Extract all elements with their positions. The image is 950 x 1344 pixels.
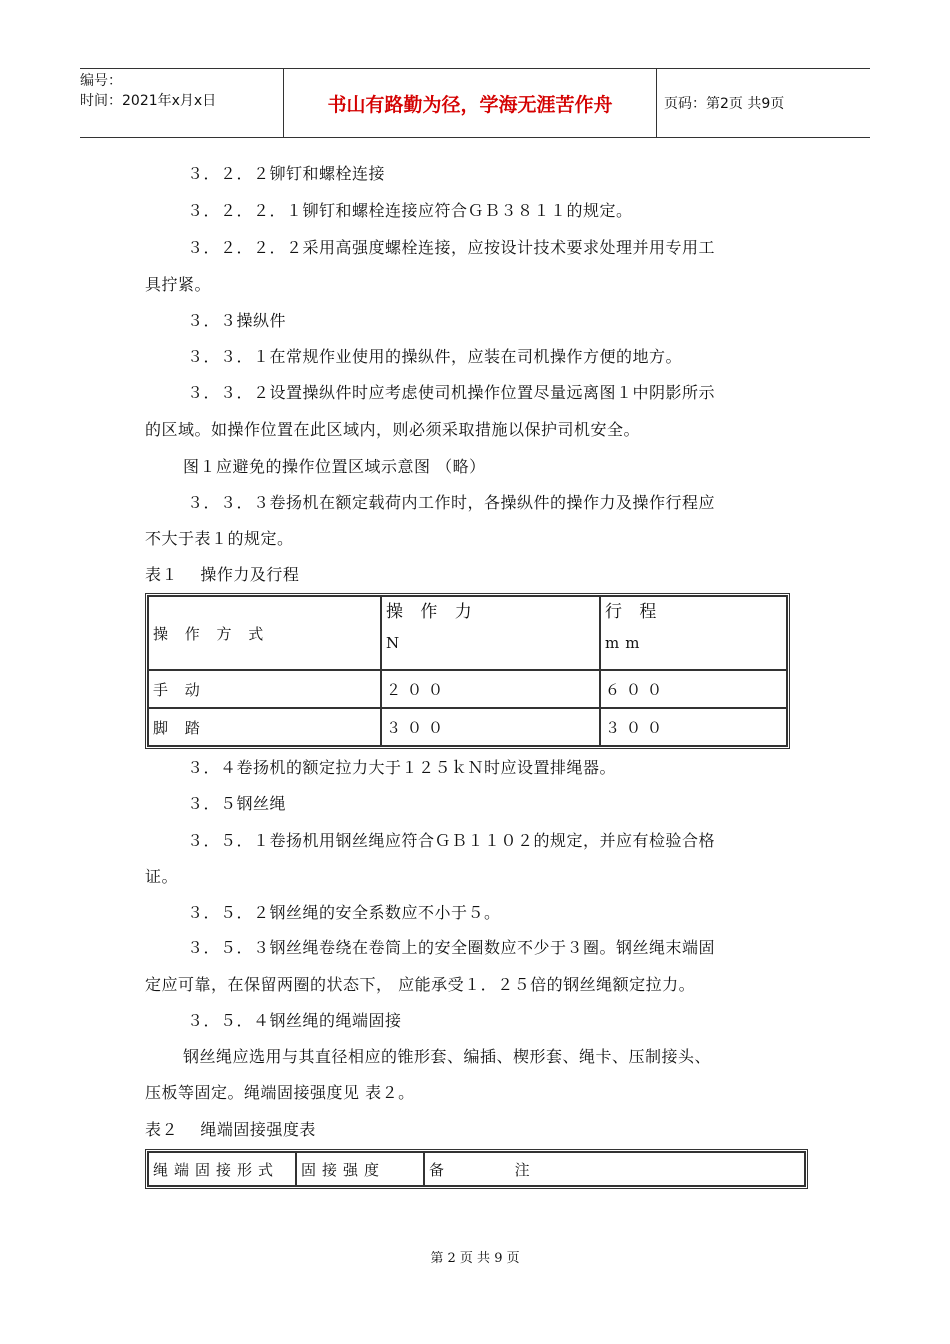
para-3-5-3-cont: 定应可靠，在保留两圈的状态下， 应能承受１．２５倍的钢丝绳额定拉力。 bbox=[145, 975, 696, 994]
table-rope-end-strength bbox=[145, 1149, 808, 1189]
para-3-3: ３．３操纵件 bbox=[187, 311, 287, 330]
t2-header-remark: 备 注 bbox=[424, 1152, 805, 1186]
para-3-5-1: ３．５．１卷扬机用钢丝绳应符合ＧＢ１１０２的规定，并应有检验合格 bbox=[187, 831, 716, 850]
t1-cell-stroke: ３００ bbox=[600, 708, 787, 746]
para-3-3-3: ３．３．３卷扬机在额定载荷内工作时，各操纵件的操作力及操作行程应 bbox=[187, 493, 716, 512]
para-3-5-1-cont: 证。 bbox=[145, 867, 179, 886]
time-label: 时间：2021年x月x日 bbox=[80, 93, 217, 109]
table2-caption: 表２ 绳端固接强度表 bbox=[145, 1120, 316, 1139]
para-rope-fixing: 钢丝绳应选用与其直径相应的锥形套、编插、楔形套、绳卡、压制接头、 bbox=[183, 1047, 712, 1066]
table-row bbox=[148, 708, 787, 746]
t1-header-force bbox=[381, 596, 600, 670]
table1-caption: 表１ 操作力及行程 bbox=[145, 565, 300, 584]
para-3-3-3-cont: 不大于表１的规定。 bbox=[145, 529, 294, 548]
para-rope-fixing-cont: 压板等固定。绳端固接强度见 表２。 bbox=[145, 1083, 415, 1102]
page-footer: 第 2 页 共 9 页 bbox=[430, 1251, 520, 1266]
para-3-3-1: ３．３．１在常规作业使用的操纵件，应装在司机操作方便的地方。 bbox=[187, 347, 683, 366]
t1-cell-stroke: ６００ bbox=[600, 670, 787, 708]
number-label: 编号： bbox=[80, 73, 122, 89]
para-3-5-4: ３．５．４钢丝绳的绳端固接 bbox=[187, 1011, 402, 1030]
t2-header-strength: 固接强度 bbox=[296, 1152, 424, 1186]
t1-force-unit: N bbox=[386, 634, 406, 652]
para-3-2-2-2-cont: 具拧紧。 bbox=[145, 275, 212, 294]
page-header bbox=[80, 68, 870, 138]
para-3-5-2: ３．５．２钢丝绳的安全系数应不小于５。 bbox=[187, 903, 501, 922]
figure-1-note: 图１应避免的操作位置区域示意图 （略） bbox=[183, 457, 486, 476]
para-3-4: ３．４卷扬机的额定拉力大于１２５ｋＮ时应设置排绳器。 bbox=[187, 758, 617, 777]
t1-stroke-label: 行 程 bbox=[605, 602, 663, 622]
header-motto: 书山有路勤为径，学海无涯苦作舟 bbox=[283, 69, 657, 137]
header-left bbox=[80, 69, 283, 139]
para-3-2-2-1: ３．２．２．１铆钉和螺栓连接应符合ＧＢ３８１１的规定。 bbox=[187, 201, 633, 220]
table-operating-force bbox=[145, 593, 790, 749]
t1-cell-method: 手 动 bbox=[148, 670, 381, 708]
t1-force-label: 操 作 力 bbox=[386, 602, 478, 622]
t1-stroke-unit: mm bbox=[605, 634, 646, 652]
t2-header-form: 绳端固接形式 bbox=[148, 1152, 296, 1186]
t1-header-method: 操 作 方 式 bbox=[148, 596, 381, 670]
para-3-5-3: ３．５．３钢丝绳卷绕在卷筒上的安全圈数应不少于３圈。钢丝绳末端固 bbox=[187, 938, 716, 957]
para-3-3-2: ３．３．２设置操纵件时应考虑使司机操作位置尽量远离图１中阴影所示 bbox=[187, 383, 716, 402]
t1-header-stroke bbox=[600, 596, 787, 670]
t1-cell-force: ３００ bbox=[381, 708, 600, 746]
para-3-5: ３．５钢丝绳 bbox=[187, 794, 287, 813]
t1-cell-force: ２００ bbox=[381, 670, 600, 708]
t1-cell-method: 脚 踏 bbox=[148, 708, 381, 746]
header-page-info: 页码：第2页 共9页 bbox=[664, 96, 785, 112]
para-3-2-2: ３．２．２铆钉和螺栓连接 bbox=[187, 164, 386, 183]
table-row bbox=[148, 670, 787, 708]
para-3-3-2-cont: 的区域。如操作位置在此区域内，则必须采取措施以保护司机安全。 bbox=[145, 420, 641, 439]
para-3-2-2-2: ３．２．２．２采用高强度螺栓连接，应按设计技术要求处理并用专用工 bbox=[187, 238, 716, 257]
